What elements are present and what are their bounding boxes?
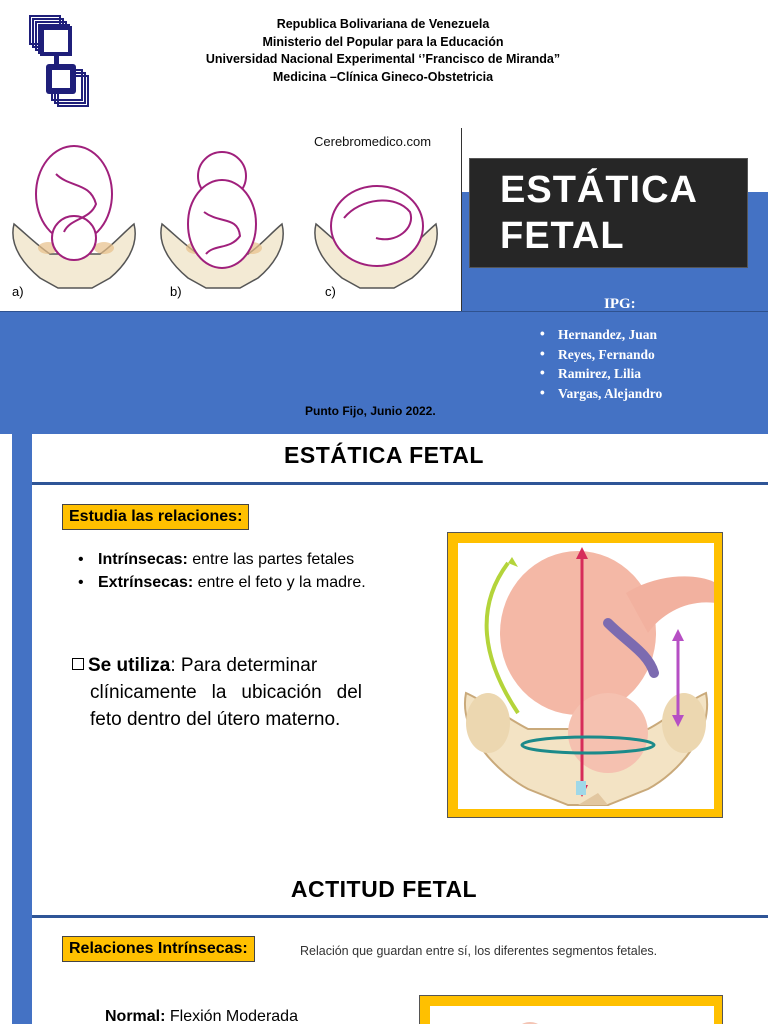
author-item: • Reyes, Fernando [540, 345, 662, 365]
title-divider [32, 482, 768, 485]
fetal-statics-image-frame [447, 532, 723, 818]
figure-label-b: b) [170, 284, 182, 299]
title-box [469, 158, 748, 268]
normal-text: Flexión Moderada [165, 1008, 298, 1024]
author-item: • Hernandez, Juan [540, 325, 662, 345]
relations-label: Estudia las relaciones: [62, 504, 249, 530]
figure-label-a: a) [12, 284, 24, 299]
cover-title: ESTÁTICA FETAL [500, 169, 698, 257]
list-item [78, 571, 366, 594]
university-logo [28, 14, 90, 112]
term: Extrínsecas: [98, 574, 194, 591]
uses-paragraph [72, 652, 362, 733]
intrinsic-relations-description: Relación que guardan entre sí, los diferentes segmentos fetales. [300, 944, 658, 958]
institution-line: Universidad Nacional Experimental ‘’Francisco de Miranda” [205, 52, 561, 66]
slide-title: ESTÁTICA FETAL [284, 442, 484, 468]
figure-label-c: c) [325, 284, 336, 299]
cover-slide [0, 0, 768, 434]
uses-text-continued: clínicamente la ubicación del feto dentro del útero materno. [90, 682, 362, 730]
slide-title: ACTITUD FETAL [290, 876, 478, 902]
uses-text: : Para determinar [170, 655, 318, 676]
fetal-statics-illustration [458, 543, 714, 809]
author-item: • Ramirez, Lilia [540, 364, 662, 384]
attitude-slide [0, 868, 768, 1024]
uses-term: Se utiliza [88, 655, 171, 676]
institution-header [140, 16, 626, 86]
institution-line: Medicina –Clínica Gineco-Obstetricia [272, 69, 494, 84]
term-text: entre el feto y la madre. [193, 574, 366, 591]
statics-slide [0, 434, 768, 868]
relations-list [78, 548, 366, 594]
authors-list [540, 325, 662, 403]
checkbox-bullet-icon [72, 658, 84, 670]
place-date: Punto Fijo, Junio 2022. [305, 404, 436, 418]
term: Intrínsecas: [98, 551, 188, 568]
institution-line: Ministerio del Popular para la Educación [262, 34, 504, 49]
list-item [78, 548, 366, 571]
normal-term: Normal: [105, 1008, 166, 1024]
normal-attitude [105, 1008, 298, 1024]
title-divider [32, 915, 768, 918]
fetal-positions-illustration [0, 128, 462, 311]
institution-line: Republica Bolivariana de Venezuela [276, 17, 490, 31]
fetal-positions-figure [0, 128, 462, 311]
intrinsic-relations-label: Relaciones Intrínsecas: [62, 936, 255, 962]
attitude-illustration [430, 1006, 714, 1024]
term-text: entre las partes fetales [187, 551, 355, 568]
watermark: Cerebromedico.com [314, 134, 432, 149]
ipg-label: IPG: [604, 296, 636, 312]
side-accent-bar [12, 434, 32, 868]
author-item: • Vargas, Alejandro [540, 384, 662, 404]
attitude-image-frame [419, 995, 723, 1024]
